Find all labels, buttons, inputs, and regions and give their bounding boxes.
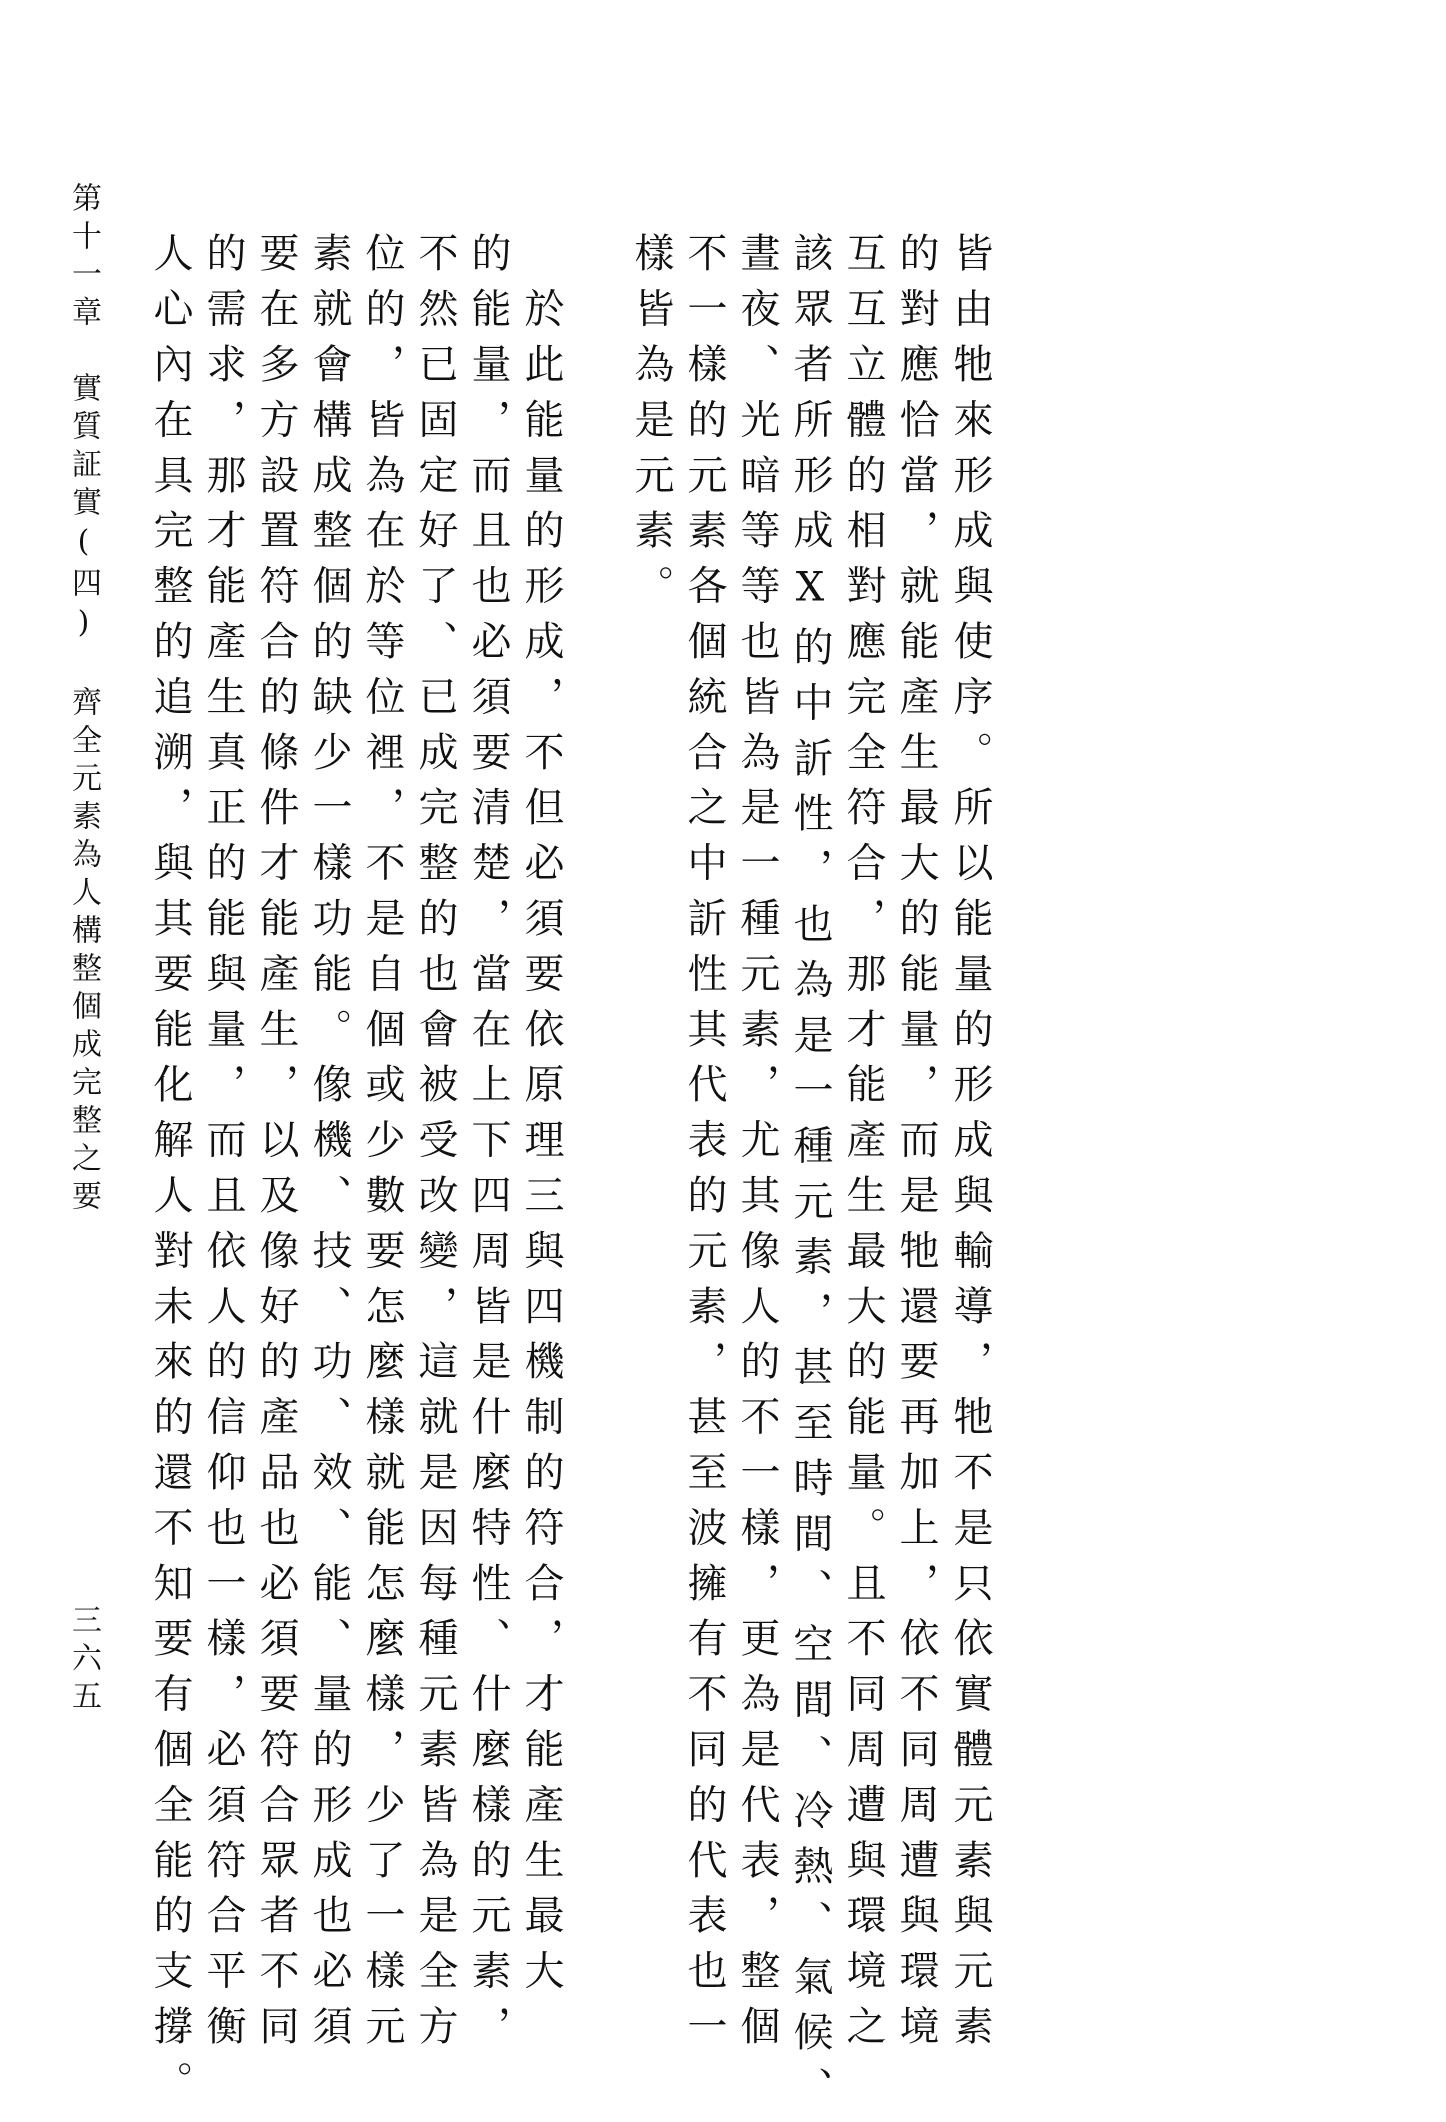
text-column: 人心內在具完整的追溯，與其要能化解人對未來的還不知要有個全能的支撐。 <box>147 232 193 2116</box>
text-column: 晝夜、光暗等等也皆為是一種元素，尤其像人的不一樣，更為是代表，整個 <box>734 232 780 2061</box>
text-column: 於此能量的形成，不但必須要依原理三與四機制的符合，才能產生最大 <box>518 232 564 2005</box>
page-number: 三六五 <box>66 1604 101 1718</box>
text-column: 該眾者所形成X的中訢性，也為是一種元素，甚至時間、空間、冷熱、氣候、 <box>787 232 833 2122</box>
text-column: 位的，皆為在於等位裡，不是自個或少數要怎麼樣就能怎麼樣，少了一樣元 <box>359 232 405 2061</box>
text-column: 要在多方設置符合的條件才能產生，以及像好的產品也必須要符合眾者不同 <box>253 232 299 2061</box>
text-column: 樣皆為是元素。 <box>628 232 674 620</box>
text-column: 互互立體的相對應完全符合，那才能產生最大的能量。且不同周遭與環境之 <box>840 232 886 2061</box>
text-column: 的對應恰當，就能產生最大的能量，而是牠還要再加上，依不同周遭與環境 <box>893 232 939 2061</box>
text-column: 的需求，那才能產生真正的能與量，而且依人的信仰也一樣，必須符合平衡 <box>200 232 246 2061</box>
text-column: 不然已固定好了、已成完整的也會被受改變，這就是因每種元素皆為是全方 <box>412 232 458 2061</box>
running-title: 第十一章 實質証實(四) 齊全元素為人構整個成完整之要 <box>66 182 101 1218</box>
text-column: 不一樣的元素各個統合之中訢性其代表的元素，甚至波擁有不同的代表也一 <box>681 232 727 2061</box>
text-column: 素就會構成整個的缺少一樣功能。像機、技、功、效、能、量的形成也必須 <box>306 232 352 2061</box>
text-column: 的能量，而且也必須要清楚，當在上下四周皆是什麼特性、什麼樣的元素， <box>465 232 511 2061</box>
text-column: 皆由牠來形成與使序。所以能量的形成與輸導，牠不是只依實體元素與元素 <box>947 232 993 2061</box>
